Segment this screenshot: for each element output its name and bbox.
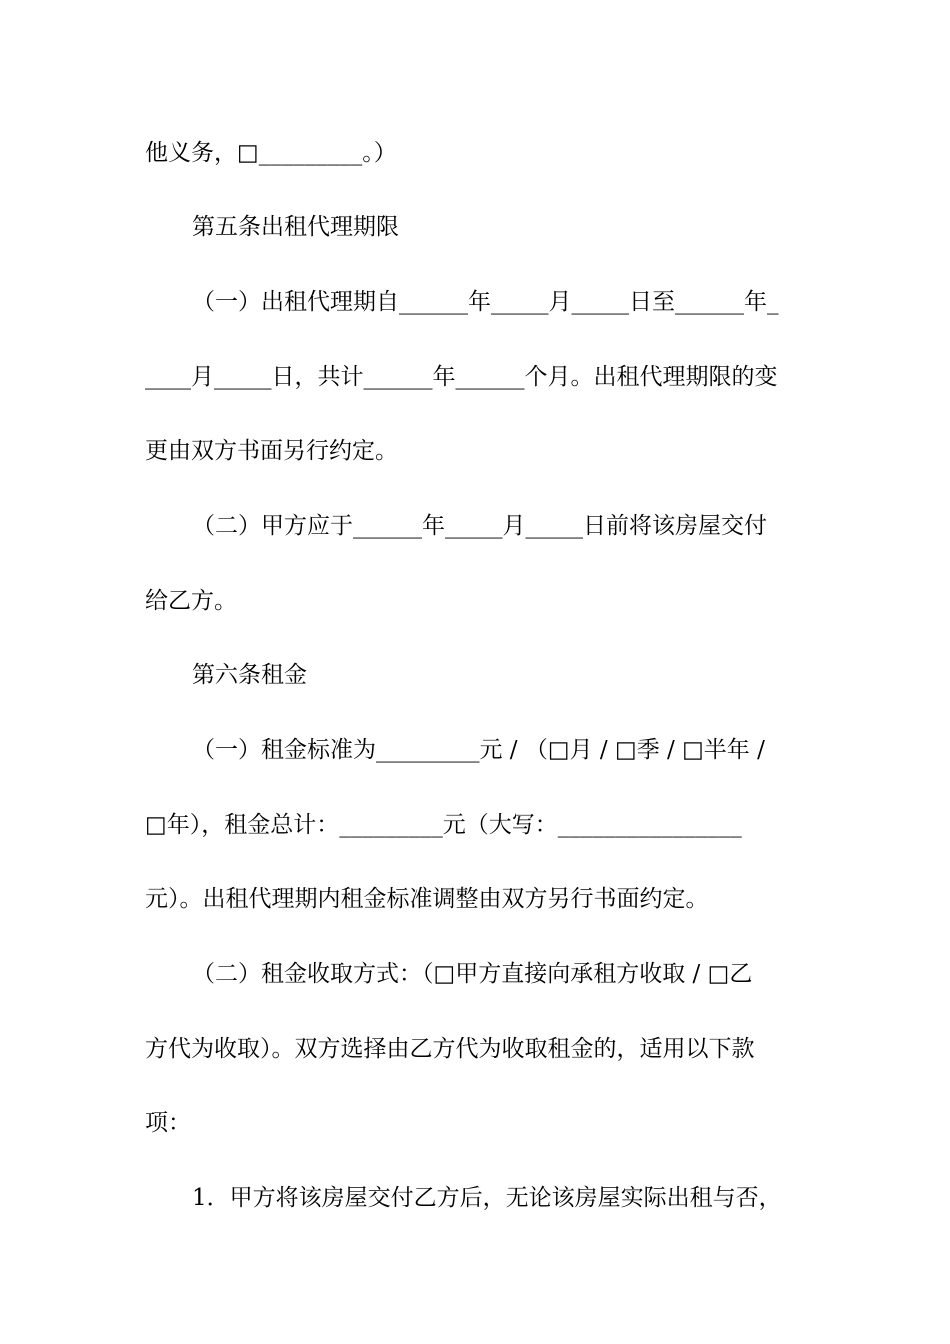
paragraph-line-12: （二）租金收取方式：（□甲方直接向承租方收取 / □乙 (192, 961, 753, 987)
paragraph-line-1: 他义务，□_________。） (145, 140, 397, 166)
paragraph-line-9: （一）租金标准为_________元 / （□月 / □季 / □半年 / (192, 737, 765, 763)
paragraph-line-6: （二）甲方应于______年_____月_____日前将该房屋交付 (192, 513, 767, 539)
article-6-heading: 第六条租金 (192, 662, 307, 688)
paragraph-line-3: （一）出租代理期自______年_____月_____日至______年_ (192, 289, 779, 315)
paragraph-line-5: 更由双方书面另行约定。 (145, 438, 398, 464)
article-5-heading: 第五条出租代理期限 (192, 214, 399, 240)
paragraph-line-7: 给乙方。 (145, 588, 237, 614)
paragraph-line-4: ____月_____日，共计______年______个月。出租代理期限的变 (145, 364, 778, 390)
paragraph-line-14: 项： (145, 1110, 191, 1136)
paragraph-line-10: □年），租金总计：_________元（大写：________________ (145, 812, 742, 838)
paragraph-line-11: 元）。出租代理期内租金标准调整由双方另行书面约定。 (145, 886, 709, 912)
paragraph-line-15: 1．甲方将该房屋交付乙方后，无论该房屋实际出租与否， (192, 1185, 782, 1211)
paragraph-line-13: 方代为收取）。双方选择由乙方代为收取租金的，适用以下款 (145, 1036, 755, 1062)
